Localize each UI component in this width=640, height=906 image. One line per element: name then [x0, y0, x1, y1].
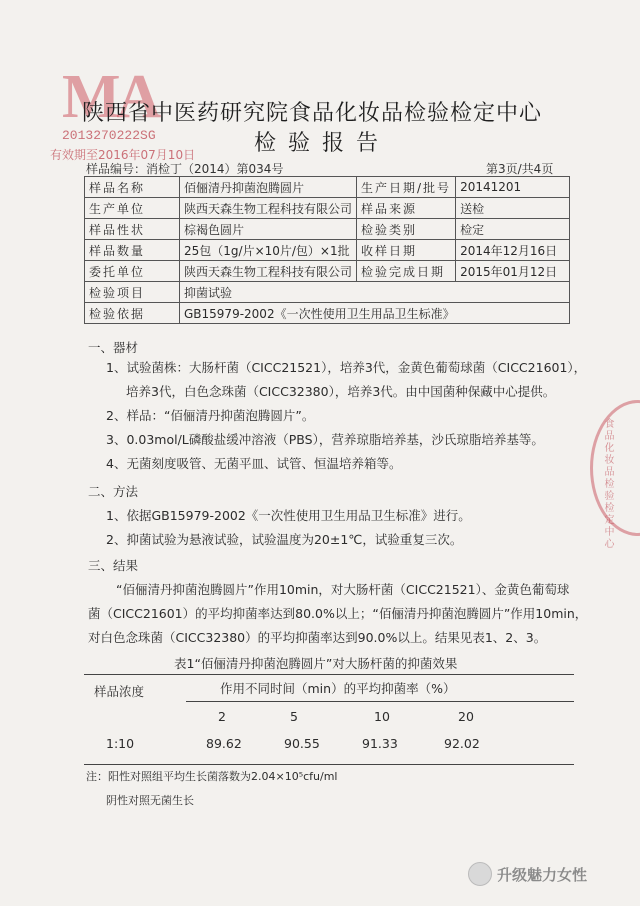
- info-label: 生产日期/批号: [357, 177, 456, 198]
- paragraph: 菌（CICC21601）的平均抑菌率达到80.0%以上；“佰俪清丹抑菌泡腾圆片”作用10min，: [88, 606, 588, 621]
- time-header: 2: [218, 709, 226, 724]
- info-row: [85, 219, 570, 240]
- watermark-text: 升级魅力女性: [497, 866, 588, 884]
- paragraph: 2、抑菌试验为悬液试验，试验温度为20±1℃，试验重复三次。: [106, 532, 463, 547]
- table-bottom-rule: [84, 764, 574, 765]
- info-value: 2014年12月16日: [456, 240, 570, 261]
- report-title: 检验报告: [254, 131, 391, 156]
- info-row: [85, 282, 570, 303]
- info-label: 样品数量: [85, 240, 180, 261]
- paragraph: 培养3代，白色念珠菌（CICC32380），培养3代。由中国菌种保藏中心提供。: [126, 384, 556, 399]
- info-label: 检验项目: [85, 282, 180, 303]
- info-value: 抑菌试验: [180, 282, 570, 303]
- rate-cell: 92.02: [444, 736, 480, 751]
- table-note: 阴性对照无菌生长: [106, 794, 194, 807]
- info-label: 检验类别: [357, 219, 456, 240]
- section-heading: 三、结果: [88, 558, 139, 573]
- info-value: 20141201: [456, 177, 570, 198]
- info-label: 生产单位: [85, 198, 180, 219]
- info-row: [85, 261, 570, 282]
- info-label: 样品来源: [357, 198, 456, 219]
- stamp-validity: 有效期至2016年07月10日: [50, 148, 196, 162]
- sample-info-table: [84, 176, 570, 324]
- paragraph: 1、试验菌株：大肠杆菌（CICC21521），培养3代，金黄色葡萄球菌（CICC21601），: [106, 360, 587, 375]
- table-caption: 表1“佰俪清丹抑菌泡腾圆片”对大肠杆菌的抑菌效果: [174, 656, 458, 671]
- section-heading: 一、器材: [88, 340, 139, 355]
- info-value: 送检: [456, 198, 570, 219]
- info-label: 委托单位: [85, 261, 180, 282]
- info-value: 检定: [456, 219, 570, 240]
- info-label: 检验完成日期: [357, 261, 456, 282]
- sample-number: 样品编号：消检丁（2014）第034号: [86, 162, 284, 176]
- info-value: 佰俪清丹抑菌泡腾圆片: [180, 177, 357, 198]
- time-header: 5: [290, 709, 298, 724]
- rate-cell: 89.62: [206, 736, 242, 751]
- info-value: 2015年01月12日: [456, 261, 570, 282]
- table-mid-rule: [186, 701, 574, 702]
- info-label: 检验依据: [85, 303, 180, 324]
- row-label: 1:10: [106, 736, 135, 751]
- paragraph: “佰俪清丹抑菌泡腾圆片”作用10min，对大肠杆菌（CICC21521）、金黄色葡萄球: [116, 582, 570, 597]
- table-note: 注：阳性对照组平均生长菌落数为2.04×10⁵cfu/ml: [86, 770, 338, 783]
- wechat-icon: [468, 862, 492, 886]
- col-header-concentration: 样品浓度: [94, 684, 145, 699]
- paragraph: 2、样品：“佰俪清丹抑菌泡腾圆片”。: [106, 408, 315, 423]
- info-value: 25包（1g/片×10片/包）×1批: [180, 240, 357, 261]
- organization-title: 陕西省中医药研究院食品化妆品检验检定中心: [82, 101, 543, 126]
- col-header-group: 作用不同时间（min）的平均抑菌率（%）: [220, 681, 456, 696]
- page-number: 第3页/共4页: [486, 162, 554, 176]
- paragraph: 3、0.03mol/L磷酸盐缓冲溶液（PBS），营养琼脂培养基，沙氏琼脂培养基等。: [106, 432, 544, 447]
- info-label: 样品名称: [85, 177, 180, 198]
- paragraph: 4、无菌刻度吸管、无菌平皿、试管、恒温培养箱等。: [106, 456, 402, 471]
- rate-cell: 90.55: [284, 736, 320, 751]
- official-seal: [590, 400, 640, 536]
- info-value: 陕西天森生物工程科技有限公司: [180, 198, 357, 219]
- stamp-code: 2013270222SG: [62, 128, 156, 143]
- info-row: [85, 198, 570, 219]
- section-heading: 二、方法: [88, 484, 139, 499]
- paragraph: 1、依据GB15979-2002《一次性使用卫生用品卫生标准》进行。: [106, 508, 471, 523]
- seal-text: 食品化妆品检验检定中心: [602, 418, 613, 550]
- info-value: GB15979-2002《一次性使用卫生用品卫生标准》: [180, 303, 570, 324]
- rate-cell: 91.33: [362, 736, 398, 751]
- info-label: 样品性状: [85, 219, 180, 240]
- info-value: 陕西天森生物工程科技有限公司: [180, 261, 357, 282]
- ma-logo: MA: [62, 63, 158, 131]
- info-row: [85, 303, 570, 324]
- table-top-rule: [84, 674, 574, 675]
- paragraph: 对白色念珠菌（CICC32380）的平均抑菌率达到90.0%以上。结果见表1、2、3。: [88, 630, 547, 645]
- info-value: 棕褐色圆片: [180, 219, 357, 240]
- info-row: [85, 177, 570, 198]
- info-row: [85, 240, 570, 261]
- info-label: 收样日期: [357, 240, 456, 261]
- time-header: 10: [374, 709, 390, 724]
- time-header: 20: [458, 709, 474, 724]
